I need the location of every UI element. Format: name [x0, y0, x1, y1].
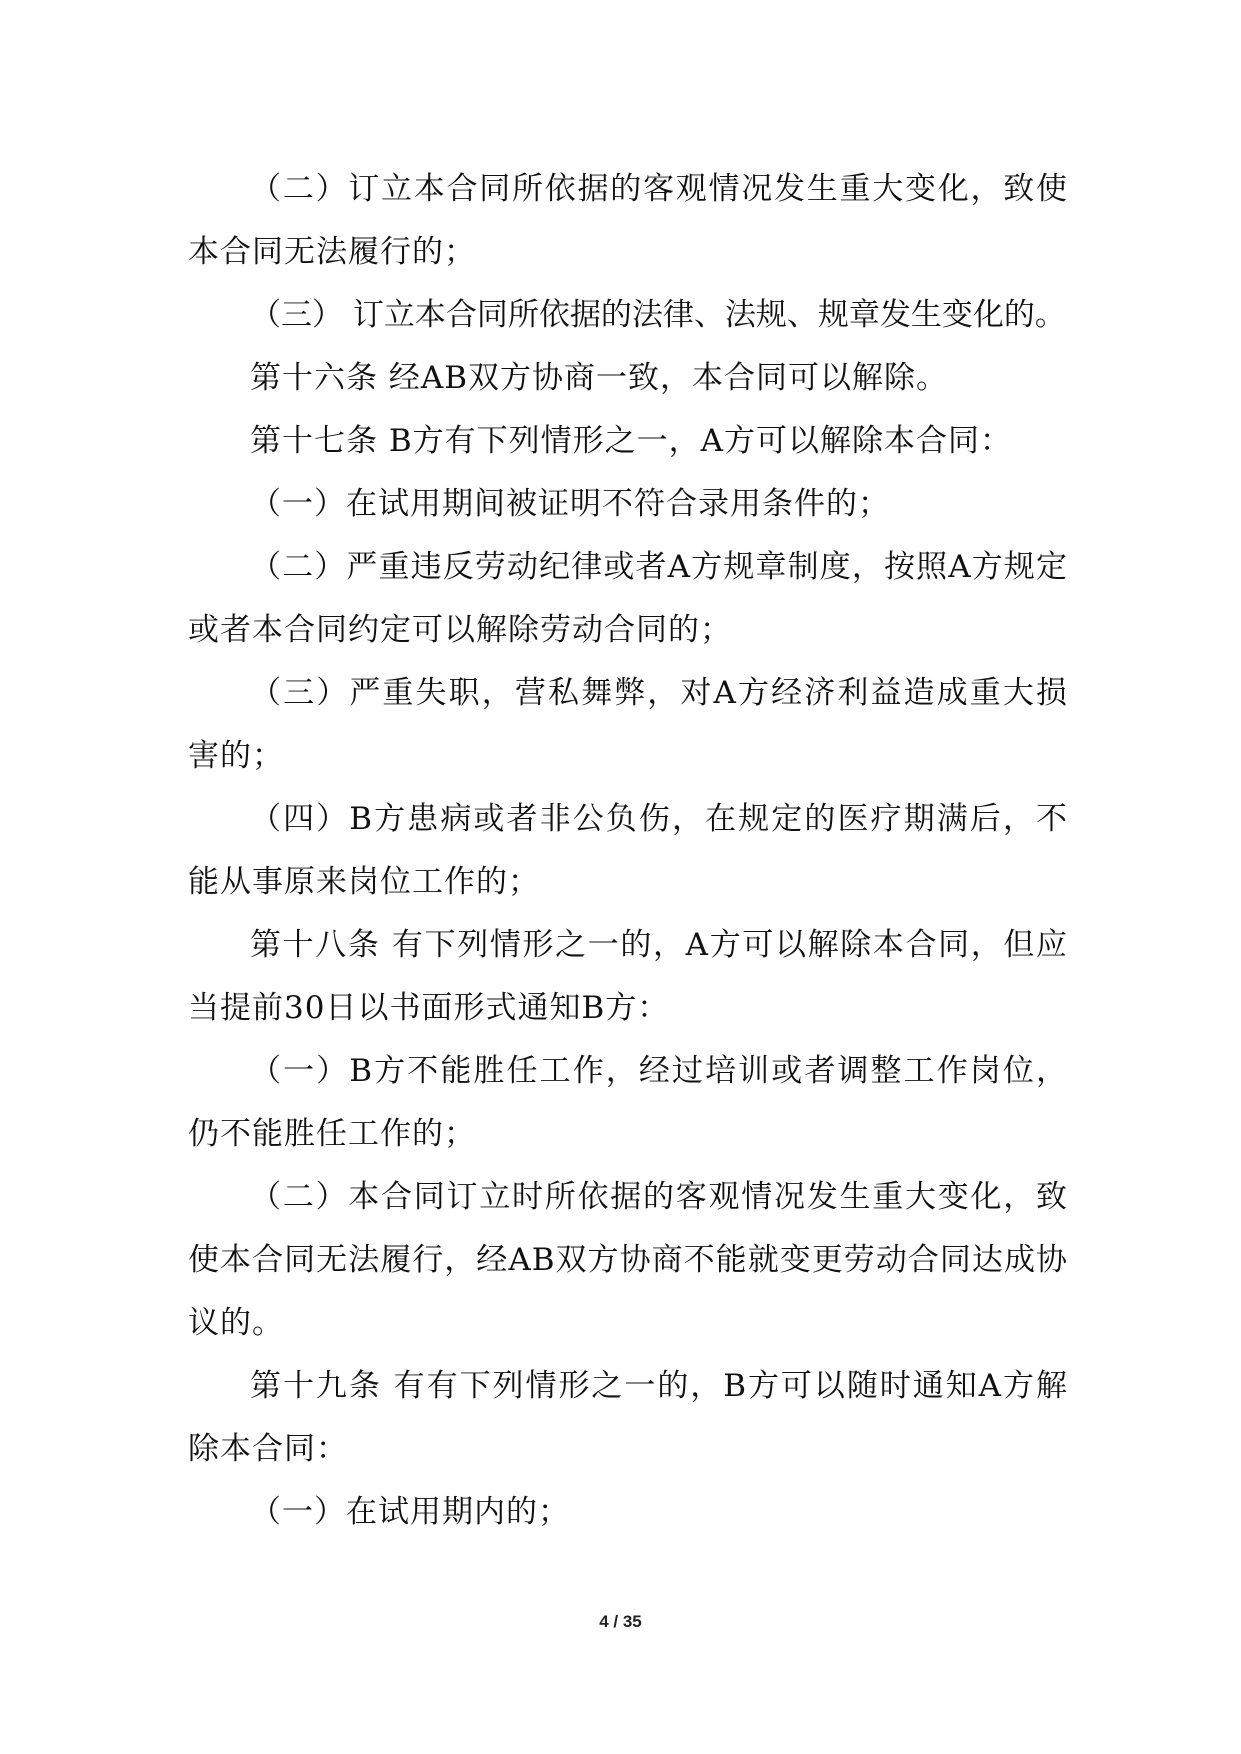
paragraph: （三）严重失职，营私舞弊，对A方经济利益造成重大损害的；	[188, 675, 1068, 774]
paragraph: （一）在试用期间被证明不符合录用条件的；	[250, 486, 890, 522]
paragraph: （一）在试用期内的；	[250, 1494, 570, 1530]
page-number: 4 / 35	[599, 1612, 642, 1631]
paragraph: 第十六条 经AB双方协商一致，本合同可以解除。	[250, 360, 949, 396]
paragraph: （二）本合同订立时所依据的客观情况发生重大变化，致使本合同无法履行，经AB双方协商不能就变更劳动合同达成协议的。	[188, 1179, 1068, 1341]
document-body	[188, 158, 1068, 1544]
paragraph: （一）B方不能胜任工作，经过培训或者调整工作岗位，仍不能胜任工作的；	[188, 1053, 1068, 1152]
paragraph: （二）严重违反劳动纪律或者A方规章制度，按照A方规定或者本合同约定可以解除劳动合同的；	[188, 549, 1068, 648]
paragraph: 第十九条 有有下列情形之一的，B方可以随时通知A方解除本合同：	[188, 1368, 1068, 1467]
paragraph: （二）订立本合同所依据的客观情况发生重大变化，致使本合同无法履行的；	[188, 171, 1068, 270]
paragraph: （三） 订立本合同所依据的法律、法规、规章发生变化的。	[250, 297, 1066, 333]
paragraph: 第十七条 B方有下列情形之一，A方可以解除本合同：	[250, 423, 1013, 459]
paragraph: （四）B方患病或者非公负伤，在规定的医疗期满后，不能从事原来岗位工作的；	[188, 801, 1068, 900]
paragraph: 第十八条 有下列情形之一的，A方可以解除本合同，但应当提前30日以书面形式通知B方：	[188, 927, 1068, 1026]
